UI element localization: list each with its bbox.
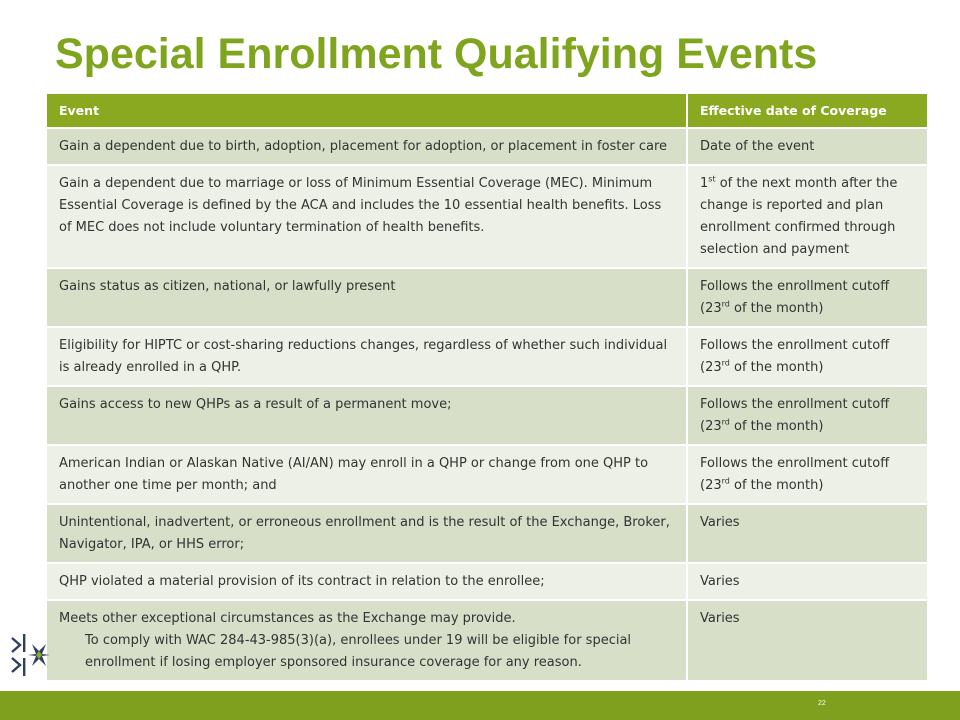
page-number: 22 [818,700,826,707]
effective-date-cell: Varies [687,563,928,600]
date-text: Follows the enrollment cutoff (23 [700,456,890,493]
table-row [47,327,928,386]
event-subtext: To comply with WAC 284-43-985(3)(a), enrollees under 19 will be eligible for special enrollment if losing employer sponsored insurance coverage for any reason. [85,633,632,670]
effective-date-cell [687,445,928,504]
date-text: of the month) [729,419,824,434]
date-ordinal: rd [721,299,730,309]
date-ordinal: st [708,174,716,184]
event-cell: QHP violated a material provision of its contract in relation to the enrollee; [47,563,687,600]
table-row [47,600,928,680]
date-text: Follows the enrollment cutoff (23 [700,338,890,375]
date-ordinal: rd [721,417,730,427]
date-text: Follows the enrollment cutoff (23 [700,279,890,316]
table-row [47,504,928,563]
event-cell: Gains status as citizen, national, or lawfully present [47,268,687,327]
footer-bar [0,691,960,720]
event-cell: Gain a dependent due to marriage or loss of Minimum Essential Coverage (MEC). Minimum Essential Coverage is defined by the ACA and includes the 10 essential health benefits. Loss of MEC does not include voluntary termination of health benefits. [47,165,687,268]
page-title: Special Enrollment Qualifying Events [55,30,818,78]
effective-date-cell [687,327,928,386]
date-text: of the month) [729,360,824,375]
effective-date-cell [687,386,928,445]
date-ordinal: rd [721,476,730,486]
effective-date-cell: Varies [687,504,928,563]
table-row [47,386,928,445]
table-row [47,268,928,327]
qualifying-events-table [47,94,929,680]
column-header-effective-date: Effective date of Coverage [687,94,928,128]
event-cell: American Indian or Alaskan Native (AI/AN) may enroll in a QHP or change from one QHP to another one time per month; and [47,445,687,504]
column-header-event: Event [47,94,687,128]
table-row [47,445,928,504]
date-ordinal: rd [721,358,730,368]
event-cell: Eligibility for HIPTC or cost-sharing reductions changes, regardless of whether such individual is already enrolled in a QHP. [47,327,687,386]
table-header-row [47,94,928,128]
date-text: of the month) [729,478,824,493]
event-cell [47,600,687,680]
effective-date-cell: Date of the event [687,128,928,165]
date-text: of the month) [729,301,824,316]
effective-date-cell [687,165,928,268]
effective-date-cell: Varies [687,600,928,680]
table-row [47,165,928,268]
event-cell: Unintentional, inadvertent, or erroneous enrollment and is the result of the Exchange, Broker, Navigator, IPA, or HHS error; [47,504,687,563]
date-text: of the next month after the change is reported and plan enrollment confirmed through selection and payment [700,176,898,257]
effective-date-cell [687,268,928,327]
date-text: 1 [700,176,709,191]
event-cell: Gains access to new QHPs as a result of a permanent move; [47,386,687,445]
exchange-logo-icon [8,630,52,680]
event-cell: Gain a dependent due to birth, adoption, placement for adoption, or placement in foster care [47,128,687,165]
table-row [47,563,928,600]
date-text: Follows the enrollment cutoff (23 [700,397,890,434]
event-text: Meets other exceptional circumstances as the Exchange may provide. [59,611,516,626]
table-row [47,128,928,165]
